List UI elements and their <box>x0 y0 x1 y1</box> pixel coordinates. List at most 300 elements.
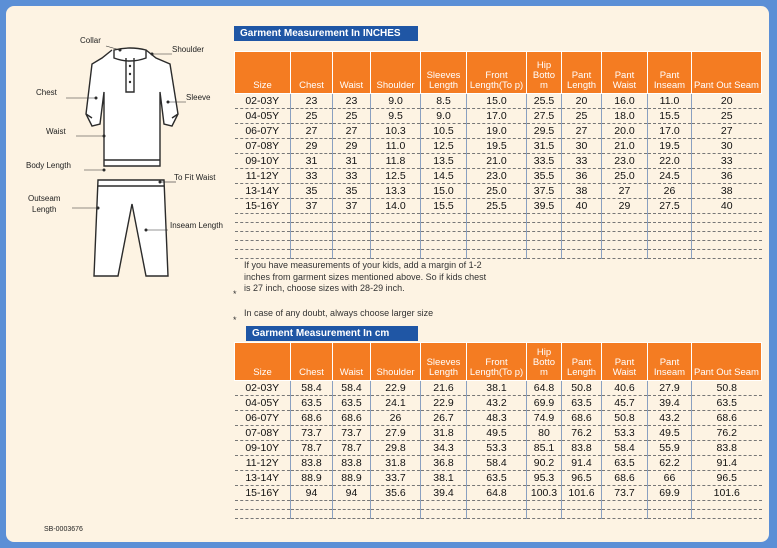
column-header: Front Length(To p) <box>467 52 527 94</box>
table-row <box>235 154 762 169</box>
empty-cell <box>562 232 602 241</box>
table-row <box>235 426 762 441</box>
table-row <box>235 396 762 411</box>
empty-cell <box>333 250 371 259</box>
note-margin <box>244 260 486 295</box>
measurement-cell: 31.8 <box>421 426 467 441</box>
size-cell: 02-03Y <box>235 381 291 396</box>
size-cell: 04-05Y <box>235 109 291 124</box>
empty-cell <box>602 241 648 250</box>
empty-cell <box>371 241 421 250</box>
measurement-cell: 37 <box>291 199 333 214</box>
column-header: Shoulder <box>371 343 421 381</box>
measurement-cell: 9.0 <box>421 109 467 124</box>
measurement-cell: 31 <box>291 154 333 169</box>
column-header: Size <box>235 343 291 381</box>
empty-cell <box>421 223 467 232</box>
measurement-cell: 15.5 <box>421 199 467 214</box>
measurement-cell: 58.4 <box>333 381 371 396</box>
measurement-cell: 21.0 <box>467 154 527 169</box>
measurement-cell: 27 <box>562 124 602 139</box>
empty-cell <box>421 501 467 510</box>
measurement-cell: 18.0 <box>602 109 648 124</box>
measurement-cell: 21.0 <box>602 139 648 154</box>
empty-row <box>235 223 762 232</box>
measurement-cell: 34.3 <box>421 441 467 456</box>
column-header: Hip Botto m <box>527 52 562 94</box>
empty-row <box>235 510 762 519</box>
empty-cell <box>333 241 371 250</box>
empty-row <box>235 241 762 250</box>
size-cell: 07-08Y <box>235 426 291 441</box>
empty-cell <box>371 510 421 519</box>
measurement-cell: 26.7 <box>421 411 467 426</box>
table-row <box>235 381 762 396</box>
measurement-cell: 101.6 <box>692 486 762 501</box>
empty-cell <box>562 214 602 223</box>
size-cell: 13-14Y <box>235 471 291 486</box>
table-row <box>235 471 762 486</box>
column-header: Waist <box>333 52 371 94</box>
measurement-cell: 37.5 <box>527 184 562 199</box>
size-cell: 09-10Y <box>235 441 291 456</box>
empty-cell <box>527 223 562 232</box>
measurement-cell: 63.5 <box>562 396 602 411</box>
measurement-cell: 27.5 <box>527 109 562 124</box>
empty-cell <box>648 241 692 250</box>
measurement-cell: 49.5 <box>467 426 527 441</box>
measurement-cell: 22.0 <box>648 154 692 169</box>
measurement-cell: 38 <box>562 184 602 199</box>
measurement-cell: 24.5 <box>648 169 692 184</box>
measurement-cell: 35 <box>291 184 333 199</box>
measurement-cell: 29 <box>333 139 371 154</box>
measurement-cell: 38.1 <box>467 381 527 396</box>
measurement-cell: 16.0 <box>602 94 648 109</box>
table-row <box>235 441 762 456</box>
measurement-cell: 39.4 <box>648 396 692 411</box>
measurement-cell: 43.2 <box>467 396 527 411</box>
empty-cell <box>467 510 527 519</box>
table-row <box>235 94 762 109</box>
label-sleeve: Sleeve <box>186 93 211 102</box>
measurement-cell: 74.9 <box>527 411 562 426</box>
empty-cell <box>527 501 562 510</box>
measurement-cell: 27.9 <box>371 426 421 441</box>
measurement-cell: 39.4 <box>421 486 467 501</box>
size-cell: 06-07Y <box>235 124 291 139</box>
measurement-cell: 11.0 <box>648 94 692 109</box>
measurement-cell: 31.8 <box>371 456 421 471</box>
measurement-cell: 25 <box>333 109 371 124</box>
measurement-cell: 68.6 <box>333 411 371 426</box>
measurement-cell: 27.5 <box>648 199 692 214</box>
empty-cell <box>527 214 562 223</box>
column-header: Sleeves Length <box>421 52 467 94</box>
measurement-cell: 17.0 <box>648 124 692 139</box>
measurement-cell: 33 <box>692 154 762 169</box>
measurement-cell: 83.8 <box>692 441 762 456</box>
measurement-cell: 21.6 <box>421 381 467 396</box>
measurement-cell: 33 <box>291 169 333 184</box>
measurement-cell: 13.3 <box>371 184 421 199</box>
size-cell: 02-03Y <box>235 94 291 109</box>
empty-cell <box>333 510 371 519</box>
measurement-cell: 12.5 <box>371 169 421 184</box>
empty-cell <box>692 510 762 519</box>
measurement-cell: 38.1 <box>421 471 467 486</box>
table-row <box>235 124 762 139</box>
bullet-1: * <box>233 289 237 299</box>
empty-cell <box>333 214 371 223</box>
empty-cell <box>291 214 333 223</box>
measurement-cell: 8.5 <box>421 94 467 109</box>
measurement-cell: 35.6 <box>371 486 421 501</box>
measurement-cell: 94 <box>333 486 371 501</box>
column-header: Sleeves Length <box>421 343 467 381</box>
measurement-cell: 85.1 <box>527 441 562 456</box>
measurement-cell: 36 <box>692 169 762 184</box>
measurement-cell: 10.3 <box>371 124 421 139</box>
column-header: Pant Length <box>562 343 602 381</box>
measurement-cell: 88.9 <box>333 471 371 486</box>
measurement-cell: 40 <box>562 199 602 214</box>
measurement-cell: 66 <box>648 471 692 486</box>
measurement-cell: 30 <box>692 139 762 154</box>
column-header: Shoulder <box>371 52 421 94</box>
column-header: Pant Length <box>562 52 602 94</box>
measurement-cell: 14.5 <box>421 169 467 184</box>
size-chart-page <box>6 6 769 542</box>
empty-cell <box>648 232 692 241</box>
measurement-cell: 83.8 <box>291 456 333 471</box>
empty-cell <box>371 223 421 232</box>
measurement-cell: 39.5 <box>527 199 562 214</box>
size-cell: 11-12Y <box>235 169 291 184</box>
measurement-cell: 14.0 <box>371 199 421 214</box>
size-cell: 15-16Y <box>235 486 291 501</box>
measurement-cell: 63.5 <box>333 396 371 411</box>
bullet-2: * <box>233 315 237 325</box>
measurement-cell: 68.6 <box>562 411 602 426</box>
measurement-cell: 58.4 <box>467 456 527 471</box>
measurement-cell: 25 <box>692 109 762 124</box>
measurement-cell: 40 <box>692 199 762 214</box>
measurement-cell: 73.7 <box>333 426 371 441</box>
label-to-fit-waist: To Fit Waist <box>174 173 216 182</box>
measurement-cell: 35 <box>333 184 371 199</box>
column-header: Pant Inseam <box>648 343 692 381</box>
measurement-cell: 11.0 <box>371 139 421 154</box>
measurement-cell: 19.0 <box>467 124 527 139</box>
measurement-cell: 58.4 <box>291 381 333 396</box>
empty-row <box>235 501 762 510</box>
measurement-cell: 55.9 <box>648 441 692 456</box>
measurement-cell: 27 <box>291 124 333 139</box>
column-header: Pant Out Seam <box>692 343 762 381</box>
empty-cell <box>291 223 333 232</box>
measurement-cell: 73.7 <box>602 486 648 501</box>
label-shoulder: Shoulder <box>172 45 205 54</box>
table-row <box>235 411 762 426</box>
measurement-cell: 35.5 <box>527 169 562 184</box>
column-header: Waist <box>333 343 371 381</box>
size-cell: 13-14Y <box>235 184 291 199</box>
empty-cell <box>333 501 371 510</box>
empty-cell <box>562 501 602 510</box>
measurement-cell: 76.2 <box>692 426 762 441</box>
measurement-cell: 80 <box>527 426 562 441</box>
measurement-cell: 29 <box>291 139 333 154</box>
measurement-cell: 25.5 <box>467 199 527 214</box>
table-row <box>235 184 762 199</box>
measurement-cell: 95.3 <box>527 471 562 486</box>
empty-cell <box>467 214 527 223</box>
empty-cell <box>692 250 762 259</box>
measurement-cell: 19.5 <box>467 139 527 154</box>
measurement-cell: 25.5 <box>527 94 562 109</box>
measurement-cell: 48.3 <box>467 411 527 426</box>
empty-cell <box>235 510 291 519</box>
table-row <box>235 169 762 184</box>
measurement-cell: 24.1 <box>371 396 421 411</box>
table-row <box>235 139 762 154</box>
measurement-cell: 94 <box>291 486 333 501</box>
measurement-cell: 20 <box>562 94 602 109</box>
measurement-cell: 58.4 <box>602 441 648 456</box>
measurement-cell: 36.8 <box>421 456 467 471</box>
measurement-cell: 64.8 <box>467 486 527 501</box>
measurement-cell: 27 <box>692 124 762 139</box>
measurement-cell: 27 <box>602 184 648 199</box>
empty-cell <box>562 510 602 519</box>
table-row <box>235 456 762 471</box>
measurement-cell: 90.2 <box>527 456 562 471</box>
measurement-cell: 17.0 <box>467 109 527 124</box>
measurement-cell: 49.5 <box>648 426 692 441</box>
empty-cell <box>527 250 562 259</box>
empty-cell <box>235 501 291 510</box>
measurement-cell: 64.8 <box>527 381 562 396</box>
size-cell: 11-12Y <box>235 456 291 471</box>
measurement-cell: 26 <box>648 184 692 199</box>
note-line-1: If you have measurements of your kids, add a margin of 1-2 <box>244 260 482 270</box>
measurement-cell: 13.5 <box>421 154 467 169</box>
empty-cell <box>371 232 421 241</box>
measurement-cell: 91.4 <box>562 456 602 471</box>
measurement-cell: 53.3 <box>602 426 648 441</box>
empty-cell <box>562 241 602 250</box>
measurement-cell: 10.5 <box>421 124 467 139</box>
measurement-cell: 29.8 <box>371 441 421 456</box>
measurement-cell: 78.7 <box>333 441 371 456</box>
empty-cell <box>235 232 291 241</box>
column-header: Front Length(To p) <box>467 343 527 381</box>
empty-cell <box>421 250 467 259</box>
measurement-cell: 25 <box>291 109 333 124</box>
note-line-3: is 27 inch, choose sizes with 28-29 inch. <box>244 283 405 293</box>
measurement-cell: 101.6 <box>562 486 602 501</box>
size-cell: 04-05Y <box>235 396 291 411</box>
empty-cell <box>692 214 762 223</box>
empty-cell <box>602 232 648 241</box>
empty-cell <box>527 510 562 519</box>
measurement-cell: 25.0 <box>467 184 527 199</box>
inches-table <box>234 51 762 259</box>
measurement-cell: 40.6 <box>602 381 648 396</box>
measurement-cell: 62.2 <box>648 456 692 471</box>
empty-cell <box>602 510 648 519</box>
measurement-cell: 33 <box>562 154 602 169</box>
empty-cell <box>467 223 527 232</box>
measurement-cell: 63.5 <box>467 471 527 486</box>
measurement-cell: 73.7 <box>291 426 333 441</box>
measurement-cell: 22.9 <box>421 396 467 411</box>
empty-cell <box>291 250 333 259</box>
empty-cell <box>291 510 333 519</box>
label-collar: Collar <box>80 36 101 45</box>
size-cell: 07-08Y <box>235 139 291 154</box>
measurement-cell: 63.5 <box>602 456 648 471</box>
measurement-cell: 100.3 <box>527 486 562 501</box>
measurement-cell: 33.7 <box>371 471 421 486</box>
empty-cell <box>648 214 692 223</box>
empty-cell <box>371 501 421 510</box>
measurement-cell: 9.5 <box>371 109 421 124</box>
empty-cell <box>235 241 291 250</box>
note-line-2: inches from garment sizes mentioned above. So if kids chest <box>244 271 487 282</box>
empty-cell <box>692 501 762 510</box>
measurement-cell: 69.9 <box>648 486 692 501</box>
measurement-cell: 68.6 <box>602 471 648 486</box>
empty-cell <box>602 250 648 259</box>
measurement-cell: 31.5 <box>527 139 562 154</box>
measurement-cell: 50.8 <box>562 381 602 396</box>
column-header: Chest <box>291 343 333 381</box>
product-code: SB-0003676 <box>44 526 83 533</box>
measurement-cell: 15.0 <box>421 184 467 199</box>
measurement-cell: 31 <box>333 154 371 169</box>
garment-diagram <box>6 6 246 306</box>
column-header: Pant Inseam <box>648 52 692 94</box>
measurement-cell: 83.8 <box>333 456 371 471</box>
empty-cell <box>371 214 421 223</box>
empty-cell <box>648 501 692 510</box>
empty-cell <box>467 232 527 241</box>
measurement-cell: 88.9 <box>291 471 333 486</box>
measurement-cell: 20 <box>692 94 762 109</box>
measurement-cell: 78.7 <box>291 441 333 456</box>
label-outseam-line1: Outseam <box>28 194 61 203</box>
empty-cell <box>421 232 467 241</box>
measurement-cell: 63.5 <box>291 396 333 411</box>
measurement-cell: 23.0 <box>467 169 527 184</box>
empty-cell <box>527 232 562 241</box>
empty-cell <box>291 232 333 241</box>
measurement-cell: 23 <box>291 94 333 109</box>
empty-row <box>235 214 762 223</box>
empty-cell <box>602 214 648 223</box>
label-chest: Chest <box>36 88 57 97</box>
column-header: Size <box>235 52 291 94</box>
empty-cell <box>291 241 333 250</box>
column-header: Pant Waist <box>602 343 648 381</box>
inches-table-title: Garment Measurement In INCHES <box>234 26 418 41</box>
measurement-cell: 50.8 <box>602 411 648 426</box>
measurement-cell: 20.0 <box>602 124 648 139</box>
measurement-cell: 69.9 <box>527 396 562 411</box>
empty-cell <box>527 241 562 250</box>
cm-table-title: Garment Measurement In cm <box>246 326 418 341</box>
measurement-cell: 68.6 <box>291 411 333 426</box>
empty-cell <box>291 501 333 510</box>
measurement-cell: 91.4 <box>692 456 762 471</box>
label-waist: Waist <box>46 127 66 136</box>
measurement-cell: 96.5 <box>692 471 762 486</box>
label-body-length: Body Length <box>26 161 71 170</box>
empty-cell <box>467 241 527 250</box>
size-cell: 09-10Y <box>235 154 291 169</box>
measurement-cell: 33 <box>333 169 371 184</box>
measurement-cell: 63.5 <box>692 396 762 411</box>
column-header: Pant Waist <box>602 52 648 94</box>
empty-row <box>235 250 762 259</box>
measurement-cell: 36 <box>562 169 602 184</box>
table-row <box>235 199 762 214</box>
size-cell: 15-16Y <box>235 199 291 214</box>
measurement-cell: 43.2 <box>648 411 692 426</box>
label-inseam: Inseam Length <box>170 221 223 230</box>
measurement-cell: 30 <box>562 139 602 154</box>
empty-cell <box>421 214 467 223</box>
label-outseam-line2: Length <box>32 205 57 214</box>
measurement-cell: 50.8 <box>692 381 762 396</box>
empty-cell <box>602 223 648 232</box>
measurement-cell: 22.9 <box>371 381 421 396</box>
measurement-cell: 27 <box>333 124 371 139</box>
column-header: Chest <box>291 52 333 94</box>
measurement-cell: 9.0 <box>371 94 421 109</box>
empty-cell <box>692 241 762 250</box>
empty-cell <box>648 223 692 232</box>
measurement-cell: 76.2 <box>562 426 602 441</box>
table-row <box>235 109 762 124</box>
measurement-cell: 29 <box>602 199 648 214</box>
empty-cell <box>467 501 527 510</box>
empty-cell <box>371 250 421 259</box>
measurement-cell: 33.5 <box>527 154 562 169</box>
measurement-cell: 45.7 <box>602 396 648 411</box>
measurement-cell: 15.5 <box>648 109 692 124</box>
empty-cell <box>333 223 371 232</box>
measurement-cell: 68.6 <box>692 411 762 426</box>
size-cell: 06-07Y <box>235 411 291 426</box>
measurement-cell: 23.0 <box>602 154 648 169</box>
empty-cell <box>421 510 467 519</box>
empty-cell <box>602 501 648 510</box>
measurement-cell: 11.8 <box>371 154 421 169</box>
empty-cell <box>648 250 692 259</box>
measurement-cell: 12.5 <box>421 139 467 154</box>
column-header: Hip Botto m <box>527 343 562 381</box>
measurement-cell: 25 <box>562 109 602 124</box>
measurement-cell: 26 <box>371 411 421 426</box>
empty-cell <box>467 250 527 259</box>
measurement-cell: 37 <box>333 199 371 214</box>
measurement-cell: 96.5 <box>562 471 602 486</box>
column-header: Pant Out Seam <box>692 52 762 94</box>
empty-cell <box>235 250 291 259</box>
